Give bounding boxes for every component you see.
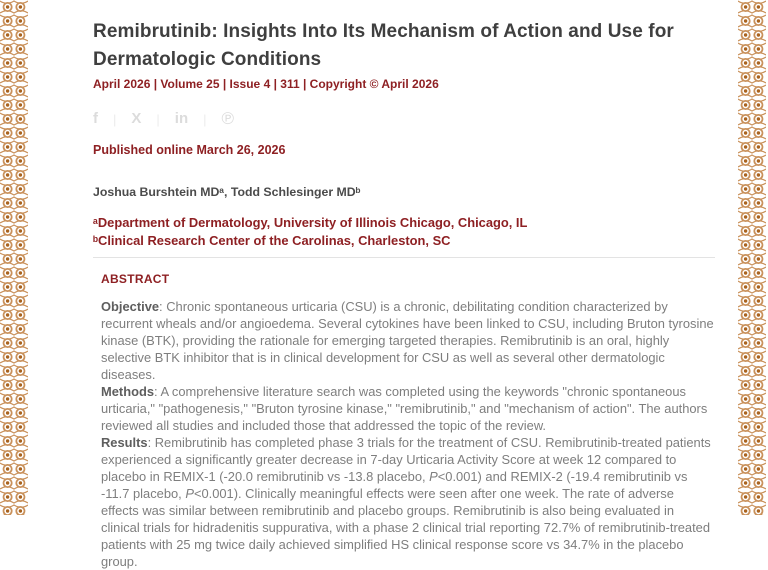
left-ornament-border xyxy=(0,0,28,515)
ornament-unit xyxy=(738,196,766,210)
published-online-line: Published online March 26, 2026 xyxy=(93,143,286,157)
ornament-unit xyxy=(0,0,28,14)
ornament-unit xyxy=(738,322,766,336)
ornament-unit xyxy=(0,280,28,294)
ornament-unit xyxy=(0,448,28,462)
right-ornament-border xyxy=(738,0,766,515)
social-separator: | xyxy=(156,111,160,127)
ornament-unit xyxy=(738,336,766,350)
abstract-paragraph: Objective: Chronic spontaneous urticaria (CSU) is a chronic, debilitating condition characterized by recurrent wheals and/or angioedema. Several cytokines have been linked to CSU, including Bruton tyrosine kinase (BTK), providing the rationale for emerging targeted therapies. Remibrutinib is an oral, highly selective BTK inhibitor that is in clinical development for CSU as well as several other dermatologic diseases. xyxy=(101,299,714,382)
ornament-unit xyxy=(738,112,766,126)
linkedin-icon[interactable]: in xyxy=(174,110,189,127)
ornament-unit xyxy=(0,140,28,154)
ornament-unit xyxy=(0,490,28,504)
issue-meta-line: April 2026 | Volume 25 | Issue 4 | 311 | Copyright © April 2026 xyxy=(93,77,439,91)
ornament-unit xyxy=(738,168,766,182)
ornament-unit xyxy=(738,294,766,308)
ornament-unit xyxy=(738,0,766,14)
affiliation-b: ᵇClinical Research Center of the Carolinas, Charleston, SC xyxy=(93,233,451,248)
ornament-unit xyxy=(738,280,766,294)
abstract-body xyxy=(101,298,715,570)
ornament-unit xyxy=(738,420,766,434)
ornament-unit xyxy=(0,168,28,182)
ornament-unit xyxy=(738,98,766,112)
ornament-unit xyxy=(0,392,28,406)
ornament-unit xyxy=(0,182,28,196)
ornament-unit xyxy=(738,42,766,56)
facebook-icon[interactable]: f xyxy=(93,110,98,127)
social-separator: | xyxy=(203,111,207,127)
ornament-unit xyxy=(0,252,28,266)
ornament-unit xyxy=(0,406,28,420)
ornament-unit xyxy=(738,14,766,28)
ornament-unit xyxy=(738,434,766,448)
ornament-unit xyxy=(0,378,28,392)
ornament-unit xyxy=(0,434,28,448)
article-content xyxy=(93,8,715,570)
ornament-unit xyxy=(738,56,766,70)
abstract-heading: ABSTRACT xyxy=(101,272,170,286)
ornament-unit xyxy=(738,308,766,322)
ornament-unit xyxy=(738,364,766,378)
ornament-unit xyxy=(0,210,28,224)
ornament-unit xyxy=(738,448,766,462)
abstract-paragraph: Results: Remibrutinib has completed phase 3 trials for the treatment of CSU. Remibrutinib-treated patients experienced a significantly greater decrease in 7-day Urticaria Activity Score at week 12 compared to placebo in REMIX-1 (-20.0 remibrutinib vs -13.8 placebo, P<0.001) and REMIX-2 (-19.4 remibrutinib vs -11.7 placebo, P<0.001). Clinically meaningful effects were seen after one week. The rate of adverse effects was similar between remibrutinib and placebo groups. Remibrutinib is also being evaluated in clinical trials for hidradenitis suppurativa, with a phase 2 clinical trial reporting 72.7% of remibrutinib-treated patients with 25 mg twice daily achieved simplified HS clinical response score vs 34.7% in the placebo group. xyxy=(101,435,711,569)
ornament-unit xyxy=(738,406,766,420)
ornament-unit xyxy=(0,266,28,280)
ornament-unit xyxy=(738,392,766,406)
affiliations xyxy=(93,214,715,250)
ornament-unit xyxy=(738,182,766,196)
ornament-unit xyxy=(738,476,766,490)
ornament-unit xyxy=(0,476,28,490)
ornament-unit xyxy=(0,462,28,476)
ornament-unit xyxy=(738,504,766,515)
x-twitter-icon[interactable]: X xyxy=(131,110,142,127)
ornament-unit xyxy=(0,196,28,210)
ornament-unit xyxy=(0,28,28,42)
ornament-unit xyxy=(0,224,28,238)
ornament-unit xyxy=(0,98,28,112)
ornament-unit xyxy=(0,336,28,350)
ornament-unit xyxy=(0,350,28,364)
ornament-unit xyxy=(738,350,766,364)
ornament-unit xyxy=(0,70,28,84)
ornament-unit xyxy=(0,84,28,98)
ornament-unit xyxy=(738,378,766,392)
ornament-unit xyxy=(0,154,28,168)
ornament-unit xyxy=(738,84,766,98)
ornament-unit xyxy=(0,504,28,515)
ornament-unit xyxy=(0,294,28,308)
ornament-unit xyxy=(738,140,766,154)
ornament-unit xyxy=(738,266,766,280)
ornament-unit xyxy=(0,364,28,378)
social-share-row xyxy=(93,109,715,129)
ornament-unit xyxy=(0,238,28,252)
ornament-unit xyxy=(0,420,28,434)
ornament-unit xyxy=(738,238,766,252)
ornament-unit xyxy=(0,126,28,140)
ornament-unit xyxy=(738,252,766,266)
ornament-unit xyxy=(0,308,28,322)
abstract-section xyxy=(93,272,715,570)
ornament-unit xyxy=(0,112,28,126)
article-title: Remibrutinib: Insights Into Its Mechanism of Action and Use for Dermatologic Conditions xyxy=(93,21,674,70)
ornament-unit xyxy=(738,28,766,42)
ornament-unit xyxy=(0,56,28,70)
ornament-unit xyxy=(738,154,766,168)
ornament-unit xyxy=(738,210,766,224)
authors-line: Joshua Burshtein MDᵃ, Todd Schlesinger MDᵇ xyxy=(93,185,361,199)
social-separator: | xyxy=(113,111,117,127)
ornament-unit xyxy=(0,14,28,28)
ornament-unit xyxy=(738,490,766,504)
ornament-unit xyxy=(0,42,28,56)
ornament-unit xyxy=(738,126,766,140)
abstract-paragraph: Methods: A comprehensive literature search was completed using the keywords "chronic spontaneous urticaria," "pathogenesis," "Bruton tyrosine kinase," "remibrutinib," and "mechanism of action". The authors reviewed all studies and included those that addressed the topic of the review. xyxy=(101,384,708,433)
section-divider xyxy=(93,257,715,258)
ornament-unit xyxy=(0,322,28,336)
ornament-unit xyxy=(738,462,766,476)
ornament-unit xyxy=(738,224,766,238)
ornament-unit xyxy=(738,70,766,84)
affiliation-a: ᵃDepartment of Dermatology, University of Illinois Chicago, Chicago, IL xyxy=(93,215,528,230)
pinterest-icon[interactable]: ℗ xyxy=(221,109,235,128)
